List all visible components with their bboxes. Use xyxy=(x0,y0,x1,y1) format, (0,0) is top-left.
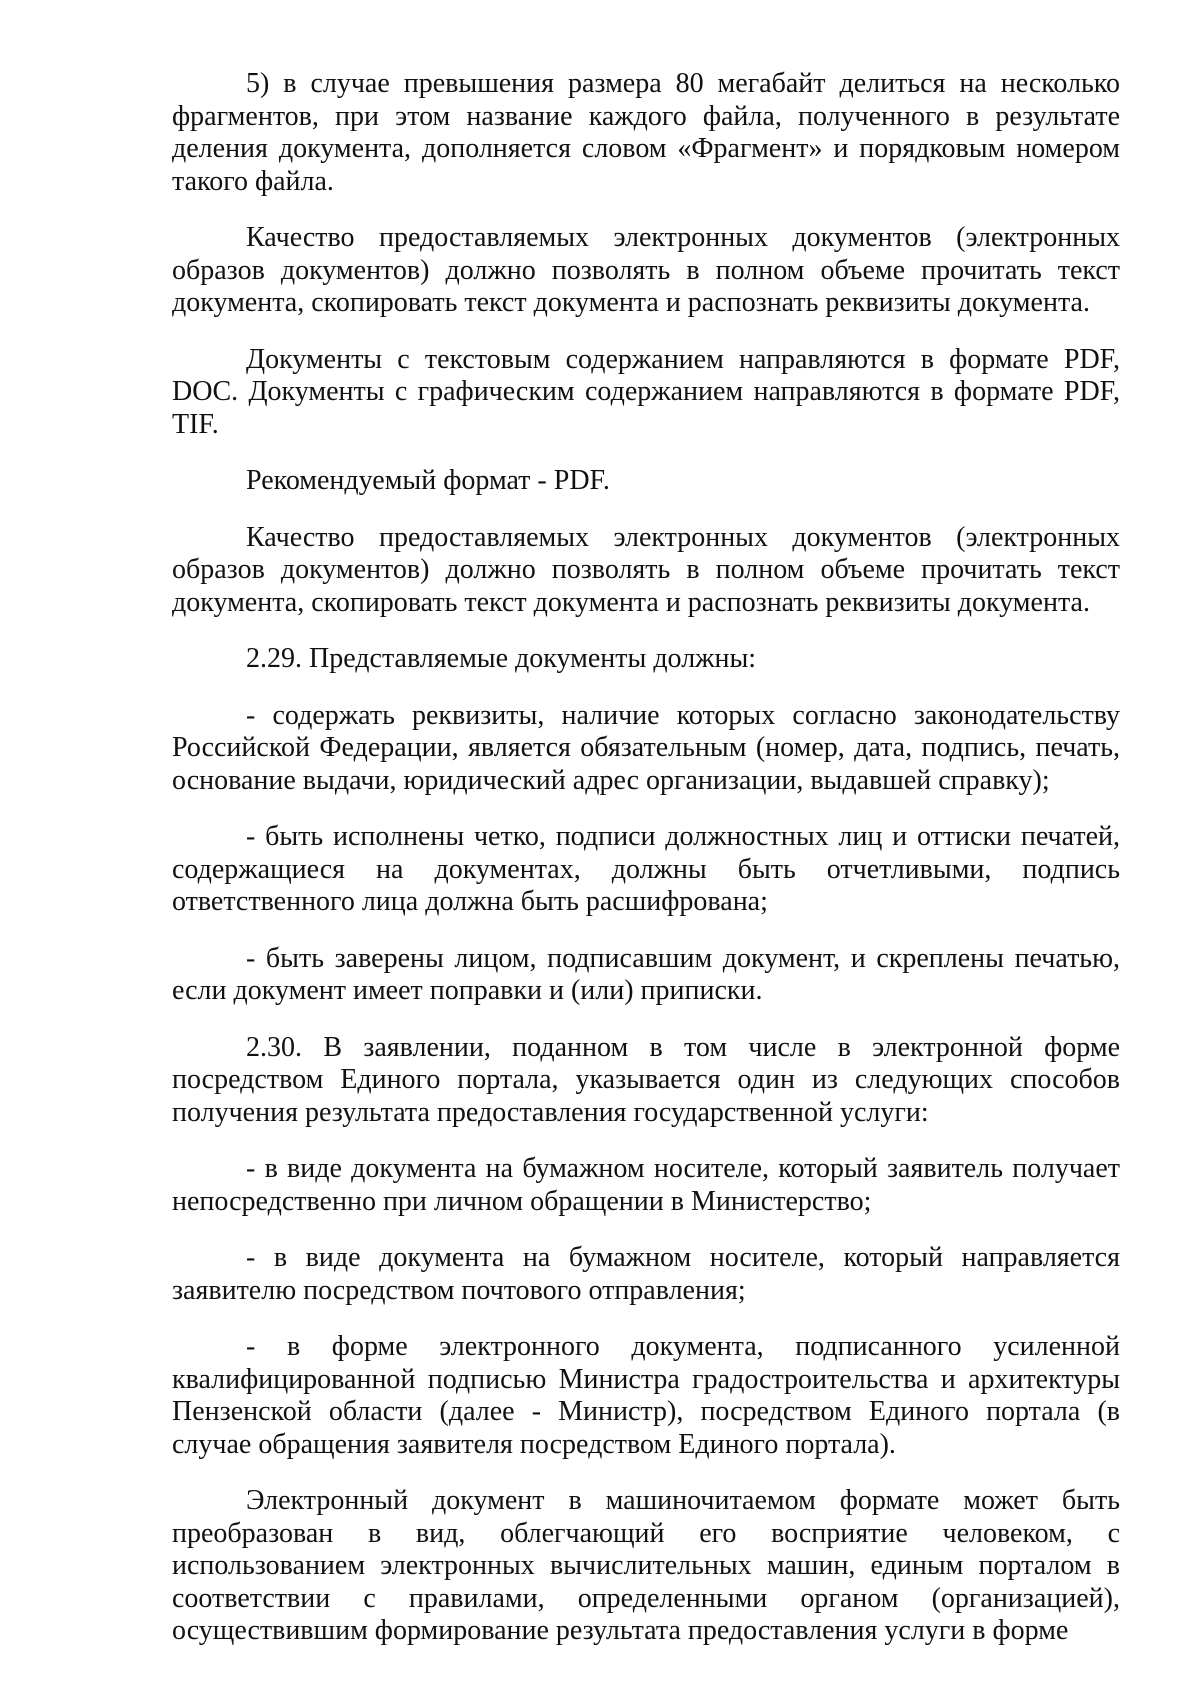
list-item-legibility: - быть исполнены четко, подписи должностных лиц и оттиски печатей, содержащиеся на документах, должны быть отчетливыми, подпись ответственного лица должна быть расшифрована; xyxy=(172,821,1120,917)
list-item-paper-by-mail: - в виде документа на бумажном носителе, который направляется заявителю посредством почтового отправления; xyxy=(172,1242,1120,1306)
paragraph-document-quality-repeat: Качество предоставляемых электронных документов (электронных образов документов) должно позволять в полном объеме прочитать текст документа, скопировать текст документа и распознать реквизиты документа. xyxy=(172,521,1120,618)
list-item-certification: - быть заверены лицом, подписавшим документ, и скреплены печатью, если документ имеет поправки и (или) приписки. xyxy=(172,942,1120,1006)
document-page xyxy=(172,68,1120,1648)
paragraph-section-2-29: 2.29. Представляемые документы должны: xyxy=(246,643,757,674)
paragraph-section-2-30: 2.30. В заявлении, поданном в том числе в электронной форме посредством Единого портала, указывается один из следующих способов получения результата предоставления государственной услуги: xyxy=(172,1031,1120,1128)
paragraph-file-formats: Документы с текстовым содержанием направляются в формате PDF, DOC. Документы с графическим содержанием направляются в формате PDF, TIF. xyxy=(172,343,1120,440)
paragraph-machine-readable: Электронный документ в машиночитаемом формате может быть преобразован в вид, облегчающий его восприятие человеком, с использованием электронных вычислительных машин, единым порталом в соответствии с правилами, определенными органом (организацией), осуществившим формирование результата предоставления услуги в форме xyxy=(172,1485,1120,1646)
paragraph-document-quality: Качество предоставляемых электронных документов (электронных образов документов) должно позволять в полном объеме прочитать текст документа, скопировать текст документа и распознать реквизиты документа. xyxy=(172,222,1120,318)
list-item-paper-in-person: - в виде документа на бумажном носителе, который заявитель получает непосредственно при личном обращении в Министерство; xyxy=(172,1153,1120,1217)
list-item-electronic-form: - в форме электронного документа, подписанного усиленной квалифицированной подписью Министра градостроительства и архитектуры Пензенской области (далее - Министр), посредством Единого портала (в случае обращения заявителя посредством Единого портала). xyxy=(172,1331,1120,1460)
paragraph-recommended-format: Рекомендуемый формат - PDF. xyxy=(246,465,610,496)
paragraph-file-fragments: 5) в случае превышения размера 80 мегабайт делиться на несколько фрагментов, при этом название каждого файла, полученного в результате деления документа, дополняется словом «Фрагмент» и порядковым номером такого файла. xyxy=(172,68,1120,197)
list-item-requisites: - содержать реквизиты, наличие которых согласно законодательству Российской Федерации, является обязательным (номер, дата, подпись, печать, основание выдачи, юридический адрес организации, выдавшей справку); xyxy=(172,699,1120,796)
